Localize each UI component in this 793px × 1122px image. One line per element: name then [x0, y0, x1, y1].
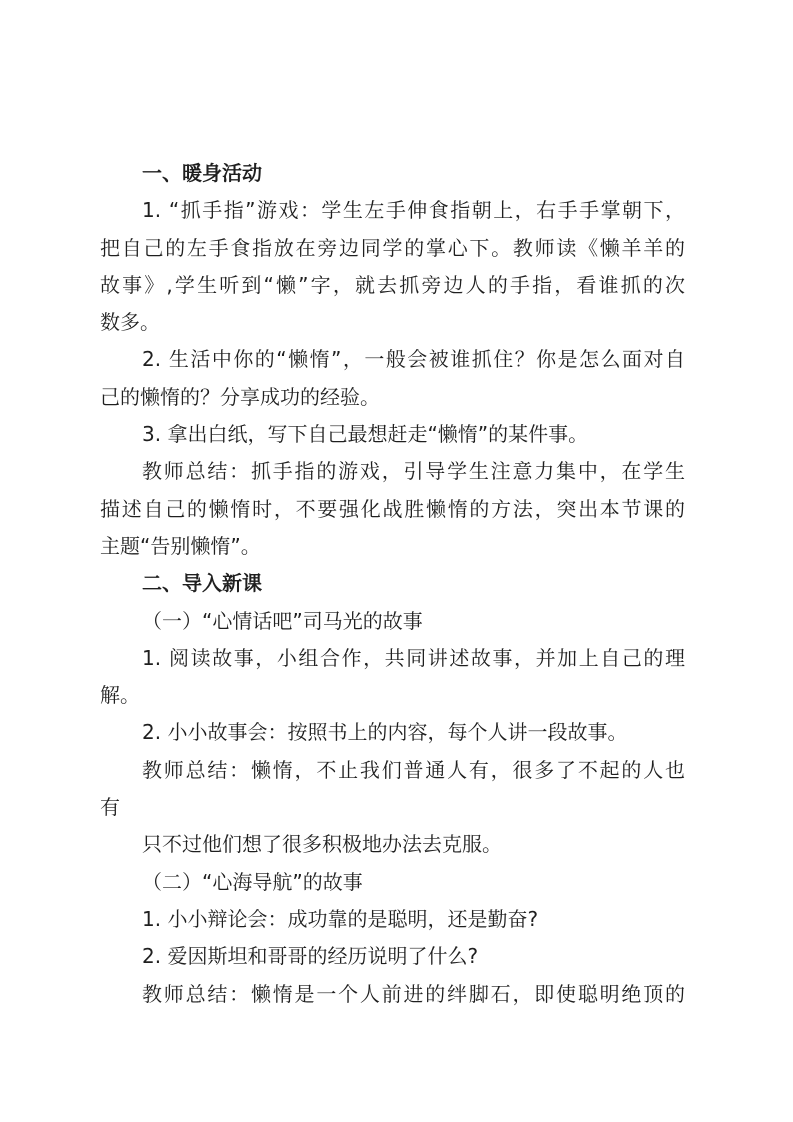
section-heading: 二、导入新课 — [142, 571, 262, 596]
text-line: 1. “抓手指”游戏：学生左手伸食指朝上，右手手掌朝下， — [142, 198, 685, 223]
text-line: 有 — [100, 795, 120, 820]
text-line: 解。 — [100, 683, 140, 708]
text-line: 教师总结：懒惰，不止我们普通人有，很多了不起的人也 — [142, 757, 685, 782]
document-content — [100, 155, 685, 1013]
text-line: 故事》,学生听到“懒”字，就去抓旁边人的手指，看谁抓的次 — [100, 272, 685, 297]
text-line: （一）“心情话吧”司马光的故事 — [142, 608, 423, 633]
text-line: 把自己的左手食指放在旁边同学的掌心下。教师读《懒羊羊的 — [100, 235, 685, 260]
text-line: 2. 生活中你的“懒惰”，一般会被谁抓住？你是怎么面对自 — [142, 347, 685, 372]
text-line: 1. 阅读故事，小组合作，共同讲述故事，并加上自己的理 — [142, 645, 685, 670]
text-line: 2. 小小故事会：按照书上的内容，每个人讲一段故事。 — [142, 720, 628, 745]
text-line: 数多。 — [100, 310, 160, 335]
section-heading: 一、暖身活动 — [142, 161, 262, 185]
text-line: （二）“心海导航”的故事 — [142, 869, 363, 894]
text-line: 只不过他们想了很多积极地办法去克服。 — [142, 832, 502, 857]
text-line: 描述自己的懒惰时，不要强化战胜懒惰的方法，突出本节课的 — [100, 496, 685, 521]
text-line: 1. 小小辩论会：成功靠的是聪明，还是勤奋? — [142, 906, 539, 931]
text-line: 教师总结：抓手指的游戏，引导学生注意力集中，在学生 — [142, 459, 685, 484]
text-line: 己的懒惰的？分享成功的经验。 — [100, 384, 380, 409]
text-line: 2. 爱因斯坦和哥哥的经历说明了什么? — [142, 944, 479, 969]
text-line: 教师总结：懒惰是一个人前进的绊脚石，即使聪明绝顶的 — [142, 981, 685, 1006]
text-line: 3. 拿出白纸，写下自己最想赶走“懒惰”的某件事。 — [142, 422, 589, 447]
text-line: 主题“告别懒惰”。 — [100, 533, 261, 558]
